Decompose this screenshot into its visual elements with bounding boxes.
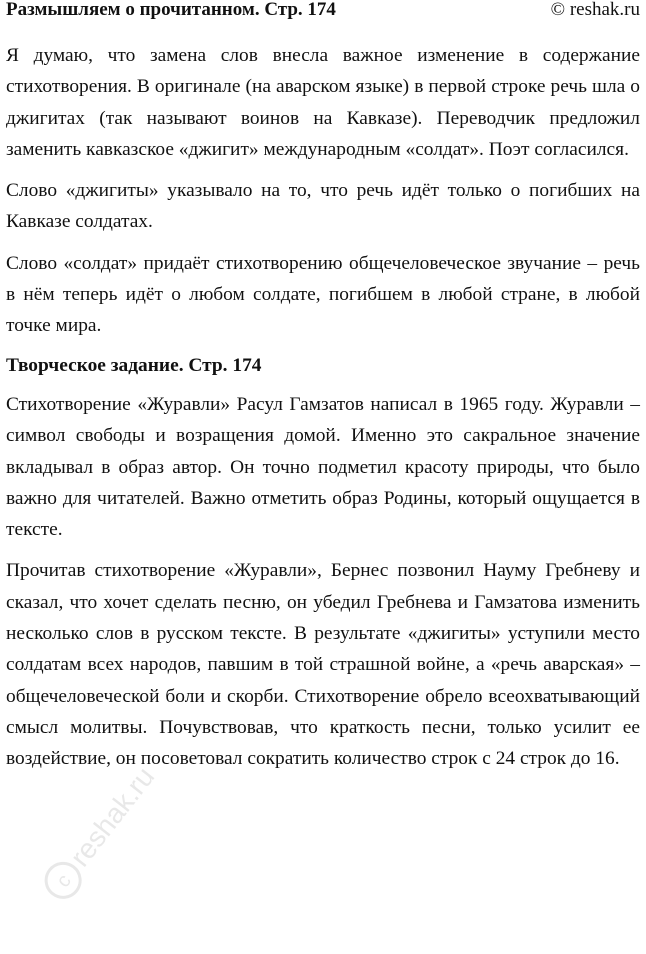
section-title: Творческое задание. Стр. 174 bbox=[6, 354, 262, 376]
paragraph: Слово «солдат» придаёт стихотворению общечеловеческое звучание – речь в нём теперь идёт о любом солдате, погибшем в любой стране, в любой точке мира. bbox=[6, 252, 640, 337]
page-header bbox=[6, 0, 640, 26]
document-page bbox=[6, 0, 640, 775]
paragraph: Я думаю, что замена слов внесла важное изменение в содержание стихотворения. В оригинале (на аварском языке) в первой строке речь шла о джигитах (так называют воинов на Кавказе). Переводчик предложил заменить кавказское «джигит» международным «солдат». Поэт согласился. bbox=[6, 45, 640, 160]
paragraph: Слово «джигиты» указывало на то, что речь идёт только о погибших на Кавказе солдатах. bbox=[6, 180, 640, 233]
header-title: Размышляем о прочитанном. Стр. 174 bbox=[6, 0, 336, 20]
copyright-icon bbox=[39, 856, 87, 904]
site-credit[interactable]: © reshak.ru bbox=[550, 0, 640, 20]
svg-text:c: c bbox=[52, 870, 76, 892]
watermark-text: reshak.ru bbox=[64, 761, 161, 873]
paragraph: Стихотворение «Журавли» Расул Гамзатов написал в 1965 году. Журавли – символ свободы и возращения домой. Именно это сакральное значение вкладывал в образ автор. Он точно подметил красоту природы, что было важно для читателей. Важно отметить образ Родины, который ощущается в тексте. bbox=[6, 393, 640, 541]
paragraph: Прочитав стихотворение «Журавли», Бернес позвонил Науму Гребневу и сказал, что хочет сделать песню, он убедил Гребнева и Гамзатова изменить несколько слов в русском тексте. В результате «джигиты» уступили место солдатам всех народов, павшим в той страшной войне, а «речь аварская» – общечеловеческой боли и скорби. Стихотворение обрело всеохватывающий смысл молитвы. Почувствовав, что краткость песни, только усилит ее воздействие, он посоветовал сократить количество строк с 24 строк до 16. bbox=[6, 560, 640, 770]
